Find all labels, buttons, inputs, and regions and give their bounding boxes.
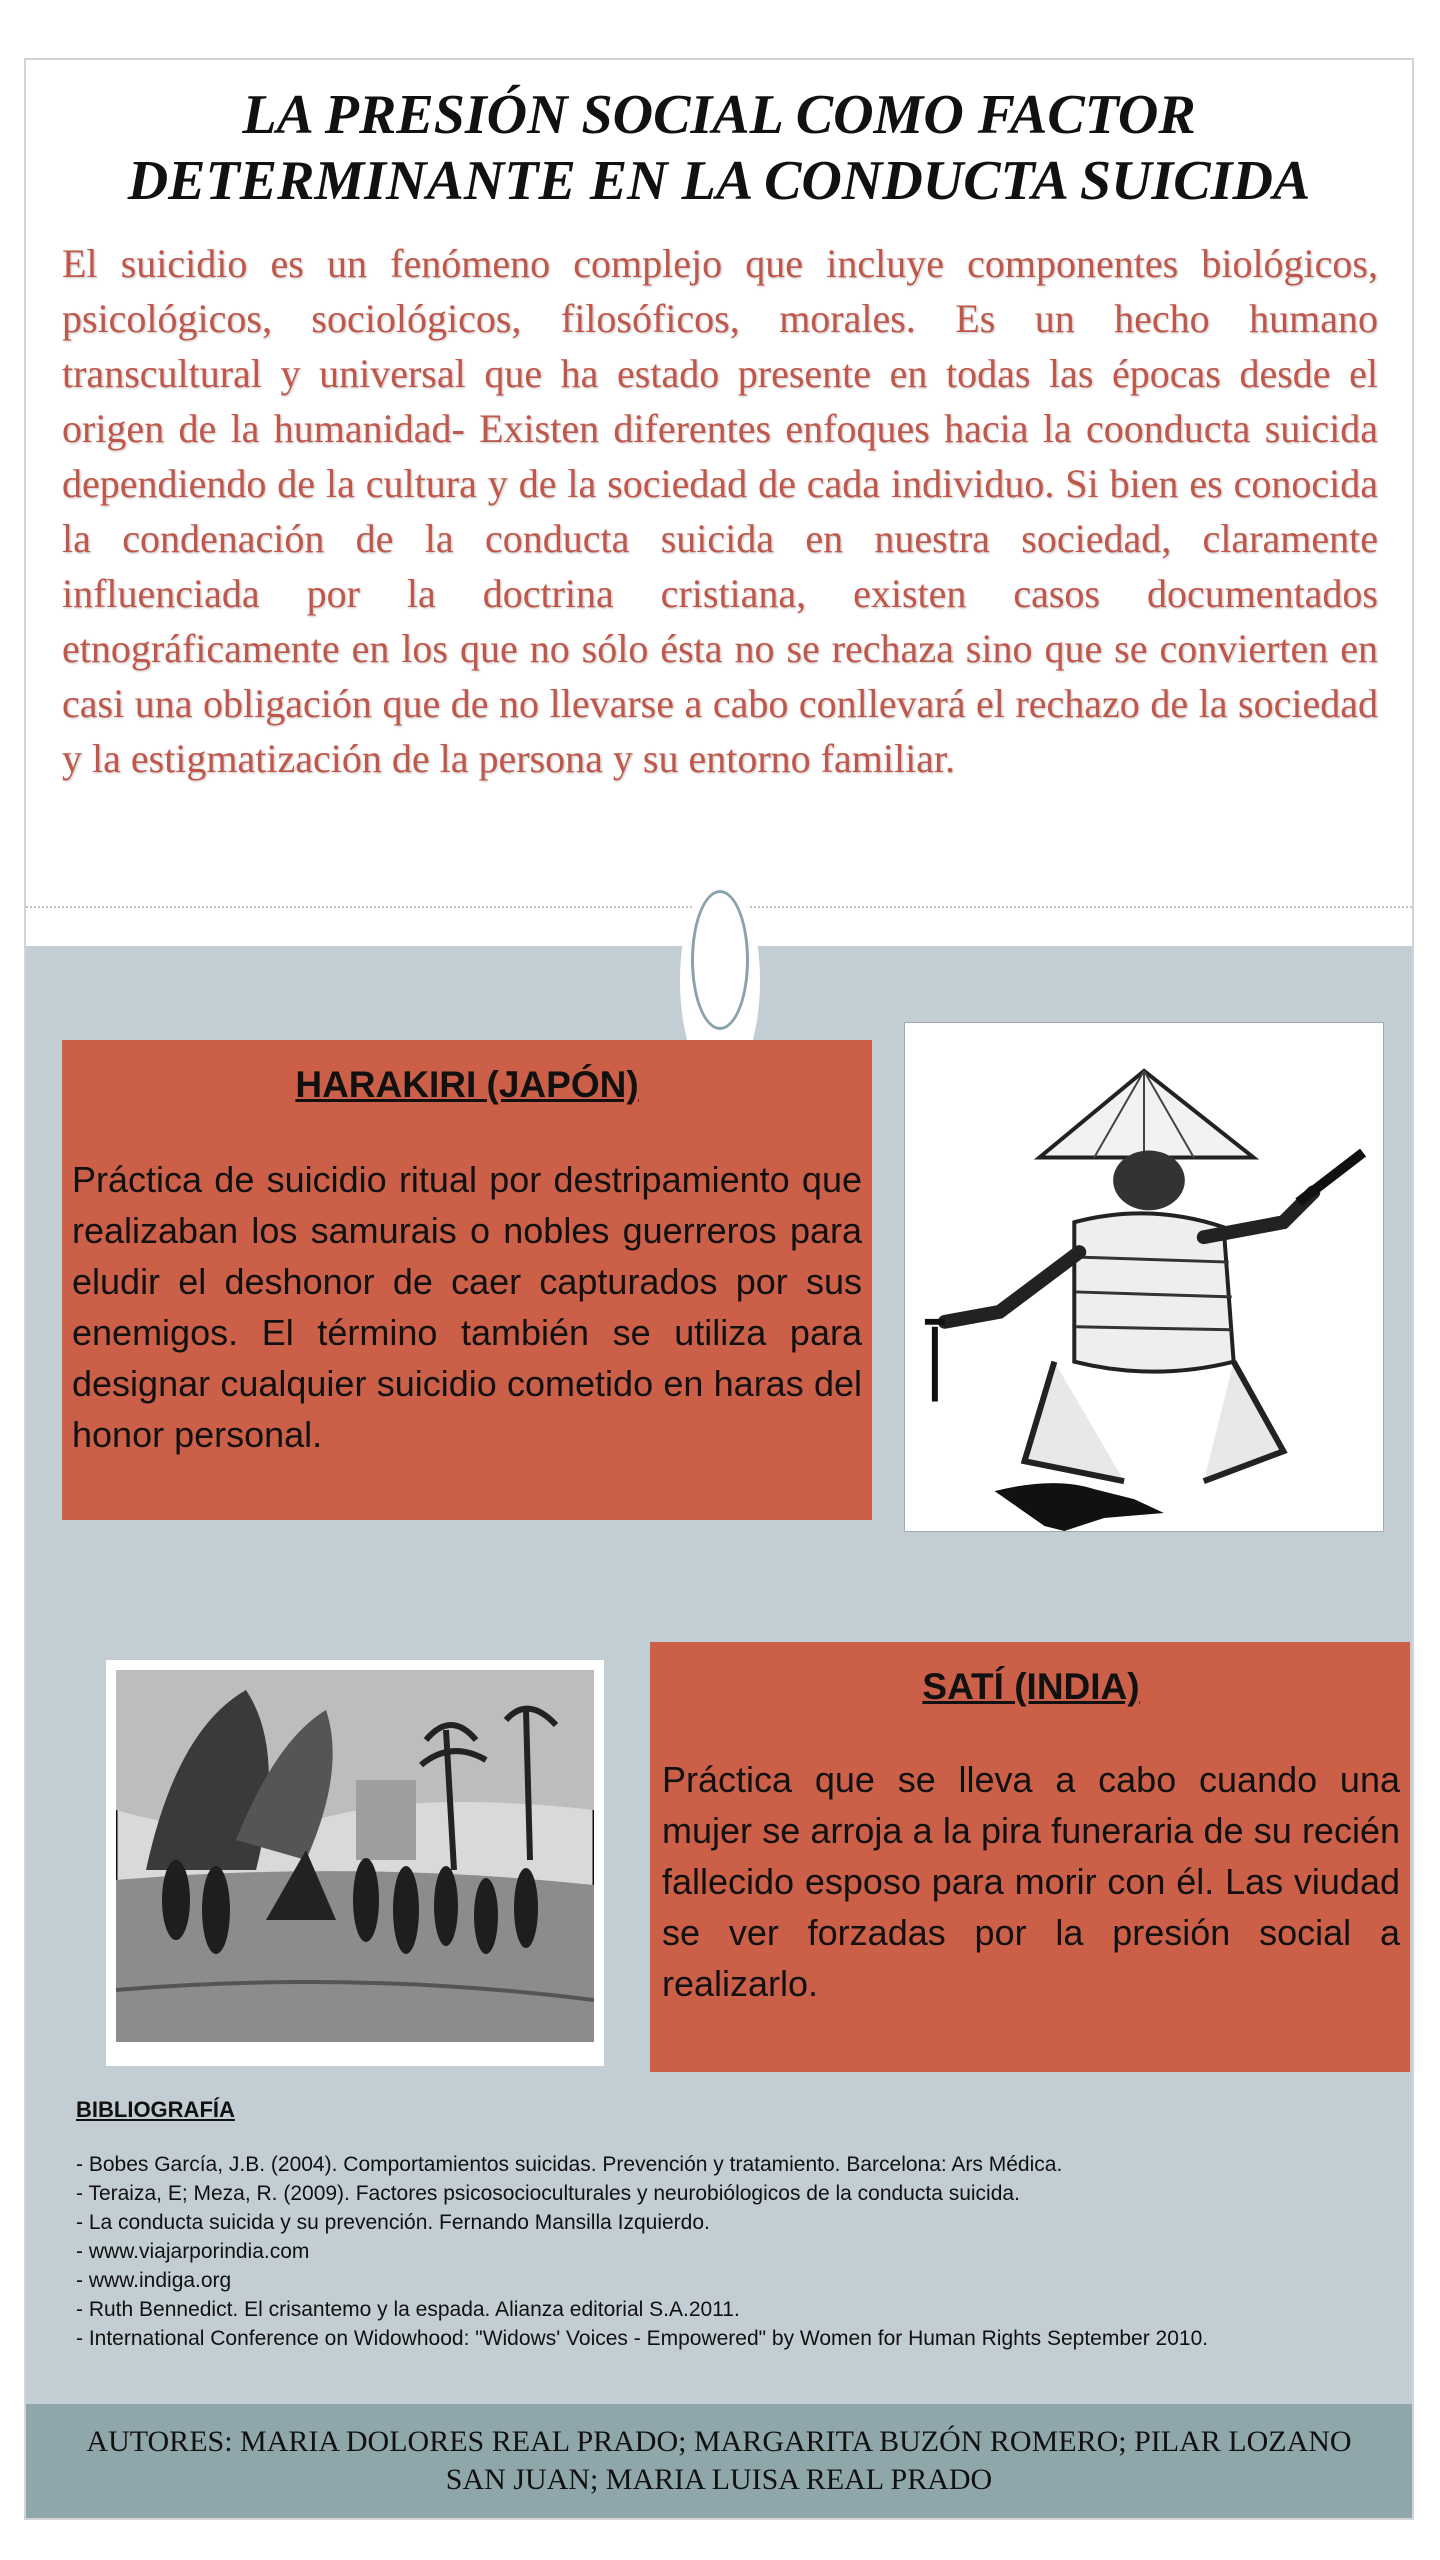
- bibliography-list: [76, 2150, 1396, 2353]
- bibliography-entry: - Ruth Bennedict. El crisantemo y la espada. Alianza editorial S.A.2011.: [76, 2298, 740, 2321]
- harakiri-text: Práctica de suicidio ritual por destripamiento que realizaban los samurais o nobles guerreros para eludir el deshonor de caer capturados por sus enemigos. El término también se utiliza para designar cualquier suicidio cometido en haras del honor personal.: [72, 1159, 862, 1455]
- page-title: [26, 82, 1412, 214]
- authors-text: AUTORES: MARIA DOLORES REAL PRADO; MARGARITA BUZÓN ROMERO; PILAR LOZANO SAN JUAN; MARIA LUISA REAL PRADO: [86, 2425, 1352, 2496]
- sati-engraving: [106, 1660, 604, 2066]
- bibliography-heading: BIBLIOGRAFÍA: [76, 2097, 235, 2122]
- sati-box: [650, 1642, 1410, 2072]
- title-line-1: LA PRESIÓN SOCIAL COMO FACTOR: [242, 84, 1196, 146]
- sati-text: Práctica que se lleva a cabo cuando una mujer se arroja a la pira funeraria de su recién fallecido esposo para morir con él. Las viudad se ver forzadas por la presión social a realizarlo.: [662, 1759, 1400, 2004]
- harakiri-box: [62, 1040, 872, 1520]
- intro-paragraph: El suicidio es un fenómeno complejo que incluye componentes biológicos, psicológicos, sociológicos, filosóficos, morales. Es un hecho humano transcultural y universal que ha estado presente en todas las épocas desde el origen de la humanidad- Existen diferentes enfoques hacia la coonducta suicida dependiendo de la cultura y de la sociedad de cada individuo. Si bien es conocida la condenación de la conducta suicida en nuestra sociedad, claramente influenciada por la doctrina cristiana, existen casos documentados etnográficamente en los que no sólo ésta no se rechaza sino que se convierten en casi una obligación que de no llevarse a cabo conllevará el rechazo de la sociedad y la estigmatización de la persona y su entorno familiar.: [62, 241, 1378, 781]
- divider-ring: [691, 890, 749, 1030]
- harakiri-heading: HARAKIRI (JAPÓN): [295, 1064, 639, 1105]
- sati-heading: SATÍ (INDIA): [922, 1666, 1140, 1707]
- bibliography-entry: - Bobes García, J.B. (2004). Comportamientos suicidas. Prevención y tratamiento. Barcelona: Ars Médica.: [76, 2153, 1063, 2176]
- samurai-illustration: [904, 1022, 1384, 1532]
- bibliography-entry: - www.viajarporindia.com: [76, 2240, 310, 2263]
- title-line-2: DETERMINANTE EN LA CONDUCTA SUICIDA: [127, 150, 1311, 212]
- bibliography: [76, 2096, 1396, 2353]
- bibliography-entry: - www.indiga.org: [76, 2269, 232, 2292]
- bibliography-entry: - Teraiza, E; Meza, R. (2009). Factores psicosocioculturales y neurobiólogicos de la conducta suicida.: [76, 2182, 1020, 2205]
- authors-bar: [26, 2404, 1412, 2518]
- bibliography-entry: - International Conference on Widowhood: "Widows' Voices - Empowered" by Women for Human Rights September 2010.: [76, 2327, 1209, 2350]
- bibliography-entry: - La conducta suicida y su prevención. Fernando Mansilla Izquierdo.: [76, 2211, 710, 2234]
- poster: [24, 58, 1414, 2520]
